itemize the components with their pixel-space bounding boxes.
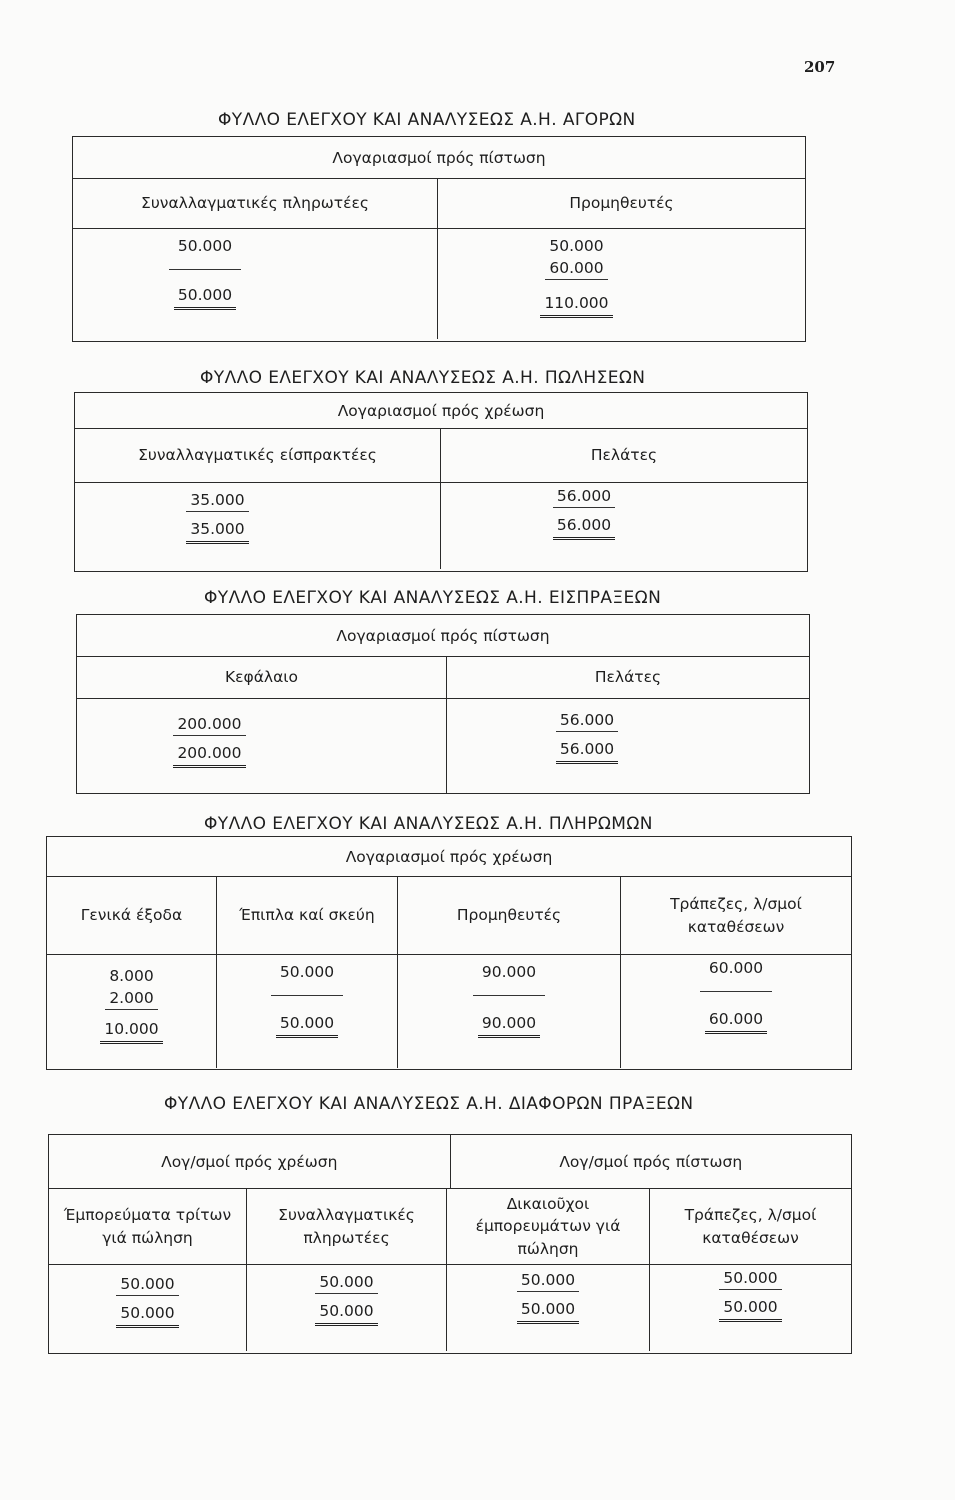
entry-value: 200.000 xyxy=(173,713,245,736)
total-value: 60.000 xyxy=(705,1008,767,1034)
ledger-purchases xyxy=(72,136,806,342)
total-value: 10.000 xyxy=(100,1018,162,1044)
entry-value: 8.000 xyxy=(109,967,154,985)
ledger-banner-row xyxy=(49,1135,851,1189)
total-value: 50.000 xyxy=(116,1302,178,1328)
total-value: 50.000 xyxy=(276,1012,338,1038)
column-header: Συναλλαγματικές είσπρακτέες xyxy=(75,429,441,482)
section-title-purchases: ΦΥΛΛΟ ΕΛΕΓΧΟΥ ΚΑΙ ΑΝΑΛΥΣΕΩΣ Α.Η. ΑΓΟΡΩΝ xyxy=(218,110,636,130)
page-number: 207 xyxy=(804,58,836,76)
column-header: Πελάτες xyxy=(590,446,658,465)
entry-value: 2.000 xyxy=(105,987,157,1010)
entry-value: 50.000 xyxy=(279,963,335,981)
entry-value: 50.000 xyxy=(719,1267,781,1290)
ledger-header-row xyxy=(75,429,807,483)
total-value: 50.000 xyxy=(517,1298,579,1324)
entry-value: 60.000 xyxy=(708,959,764,977)
column-header: Έμπορεύματα τρίτων γιά πώληση xyxy=(49,1189,247,1264)
total-value: 50.000 xyxy=(719,1296,781,1322)
ledger-banner: Λογαριασμοί πρός πίστωση xyxy=(73,137,805,179)
entry-value: 50.000 xyxy=(177,237,233,255)
ledger-values-row xyxy=(73,229,805,339)
ledger-receipts xyxy=(76,614,810,794)
total-value: 50.000 xyxy=(174,284,236,310)
entry-value: 35.000 xyxy=(186,489,248,512)
total-value: 90.000 xyxy=(478,1012,540,1038)
ledger-banner: Λογαριασμοί πρός πίστωση xyxy=(77,615,809,657)
total-value: 56.000 xyxy=(553,514,615,540)
entry-value: 56.000 xyxy=(556,709,618,732)
column-header: Κεφάλαιο xyxy=(77,657,447,698)
column-header: Τράπεζες, λ/σμοί καταθέσεων xyxy=(670,895,802,936)
column-header: Προμηθευτές xyxy=(398,877,621,954)
column-header: Συναλλαγματικές πληρωτέες xyxy=(247,1189,447,1264)
ledger-values-row xyxy=(77,699,809,793)
column-header: Τράπεζες, λ/σμοί καταθέσεων xyxy=(684,1206,817,1247)
section-title-misc: ΦΥΛΛΟ ΕΛΕΓΧΟΥ ΚΑΙ ΑΝΑΛΥΣΕΩΣ Α.Η. ΔΙΑΦΟΡΩΝ ΠΡΑΞΕΩΝ xyxy=(164,1094,694,1114)
ledger-header-row xyxy=(49,1189,851,1265)
ledger-payments xyxy=(46,836,852,1070)
section-title-payments: ΦΥΛΛΟ ΕΛΕΓΧΟΥ ΚΑΙ ΑΝΑΛΥΣΕΩΣ Α.Η. ΠΛΗΡΩΜΩΝ xyxy=(204,814,653,834)
entry-value: 50.000 xyxy=(549,237,604,255)
total-value: 110.000 xyxy=(540,292,612,318)
column-header: Πελάτες xyxy=(594,668,662,687)
ledger-values-row xyxy=(47,955,851,1068)
entry-value: 50.000 xyxy=(517,1269,579,1292)
ledger-values-row xyxy=(49,1265,851,1351)
total-value: 200.000 xyxy=(173,742,245,768)
entry-value: 50.000 xyxy=(116,1273,178,1296)
ledger-header-row xyxy=(73,179,805,229)
total-value: 56.000 xyxy=(556,738,618,764)
credit-banner: Λογ/σμοί πρός πίστωση xyxy=(559,1152,743,1171)
column-header: Δικαιοῦχοι έμπορευμάτων γιά πώληση xyxy=(447,1189,650,1264)
section-title-receipts: ΦΥΛΛΟ ΕΛΕΓΧΟΥ ΚΑΙ ΑΝΑΛΥΣΕΩΣ Α.Η. ΕΙΣΠΡΑΞΕΩΝ xyxy=(204,588,662,608)
column-header: Έπιπλα καί σκεύη xyxy=(217,877,398,954)
entry-value: 90.000 xyxy=(481,963,537,981)
ledger-header-row xyxy=(77,657,809,699)
entry-value: 50.000 xyxy=(315,1271,377,1294)
ledger-banner: Λογαριασμοί πρός χρέωση xyxy=(47,837,851,877)
entry-value: 60.000 xyxy=(545,257,607,280)
ledger-header-row xyxy=(47,877,851,955)
ledger-values-row xyxy=(75,483,807,569)
section-title-sales: ΦΥΛΛΟ ΕΛΕΓΧΟΥ ΚΑΙ ΑΝΑΛΥΣΕΩΣ Α.Η. ΠΩΛΗΣΕΩΝ xyxy=(200,368,646,388)
entry-value: 56.000 xyxy=(553,485,615,508)
column-header: Προμηθευτές xyxy=(569,194,674,213)
total-value: 35.000 xyxy=(186,518,248,544)
debit-banner: Λογ/σμοί πρός χρέωση xyxy=(49,1135,451,1188)
ledger-sales xyxy=(74,392,808,572)
column-header: Γενικά έξοδα xyxy=(47,877,217,954)
total-value: 50.000 xyxy=(315,1300,377,1326)
ledger-misc xyxy=(48,1134,852,1354)
ledger-banner: Λογαριασμοί πρός χρέωση xyxy=(75,393,807,429)
column-header: Συναλλαγματικές πληρωτέες xyxy=(73,179,438,228)
